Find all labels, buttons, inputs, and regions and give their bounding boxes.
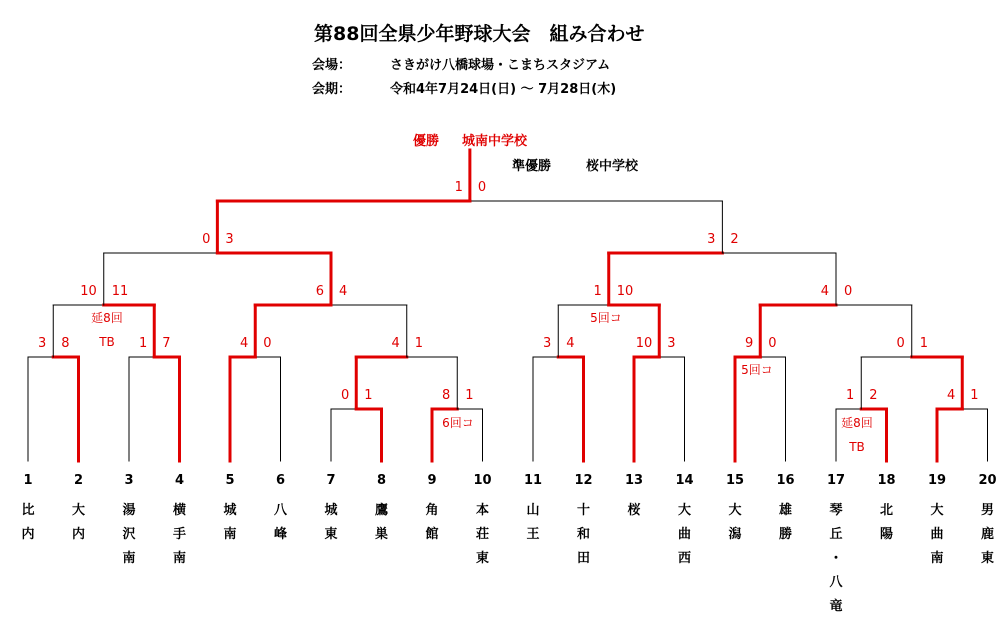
team-name-19-2: 南	[930, 551, 944, 566]
score-m11-12-b: 4	[566, 336, 575, 351]
team-name-19-1: 曲	[930, 527, 944, 542]
team-name-2-1: 内	[71, 527, 86, 542]
score-m3-4-b: 7	[162, 336, 171, 351]
score-mE-17-20-a: 0	[896, 336, 905, 351]
score-mQ2-b: 4	[339, 284, 348, 299]
score-m11-12-a: 3	[542, 336, 552, 351]
team-name-19-0: 大	[930, 503, 944, 518]
team-name-3-0: 湯	[122, 503, 136, 518]
score-mB-9-10-b: 1	[414, 336, 424, 351]
score-mQ1-a: 10	[80, 284, 97, 299]
score-mQ4-b: 0	[844, 284, 853, 299]
team-name-12-1: 和	[576, 527, 591, 542]
team-name-13-0: 桜	[627, 503, 641, 518]
note-m15-16-0: 5回コ	[741, 363, 773, 377]
team-name-14-0: 大	[677, 503, 692, 518]
score-m13-14-b: 3	[667, 336, 676, 351]
team-name-10-0: 本	[475, 503, 490, 518]
score-mQ3-a: 1	[593, 284, 602, 299]
score-m7-8-b: 1	[364, 388, 373, 403]
period-value: 令和4年7月24日(日) ～ 7月28日(木)	[390, 82, 617, 97]
page-title: 第88回全県少年野球大会 組み合わせ	[314, 23, 645, 45]
team-name-4-0: 横	[172, 503, 187, 518]
score-m19-20-b: 1	[970, 388, 979, 403]
score-m17-18-b: 2	[869, 388, 878, 403]
score-mF-b: 0	[477, 180, 487, 195]
score-m13-14-a: 10	[635, 336, 653, 351]
score-mQ3-b: 10	[616, 284, 634, 299]
team-name-17-4: 竜	[829, 599, 843, 614]
team-number-3: 3	[124, 473, 134, 488]
runner-up-label: 準優勝	[512, 159, 552, 174]
team-name-17-3: 八	[829, 575, 843, 590]
team-name-14-2: 西	[677, 551, 692, 566]
team-number-6: 6	[275, 473, 286, 488]
team-number-17: 17	[826, 473, 846, 488]
team-number-9: 9	[427, 473, 437, 488]
score-m9-10-b: 1	[465, 388, 474, 403]
team-name-17-2: ・	[829, 551, 843, 566]
team-number-2: 2	[73, 473, 84, 488]
team-name-8-0: 鷹	[374, 503, 389, 518]
score-mB-9-10-a: 4	[391, 336, 400, 351]
team-number-19: 19	[927, 473, 947, 488]
team-number-15: 15	[725, 473, 745, 488]
note-mQ3-0: 5回コ	[590, 311, 622, 325]
team-name-16-0: 雄	[778, 503, 793, 518]
team-name-11-0: 山	[526, 503, 540, 518]
team-name-4-2: 南	[172, 551, 187, 566]
team-name-10-2: 東	[475, 551, 490, 566]
note-m17-18-0: 延8回	[841, 416, 873, 430]
team-name-3-2: 南	[122, 551, 136, 566]
team-name-2-0: 大	[71, 503, 86, 518]
team-number-20: 20	[978, 473, 997, 488]
team-name-20-1: 鹿	[980, 527, 995, 542]
team-name-9-1: 館	[425, 527, 439, 542]
team-name-7-1: 東	[324, 527, 338, 542]
score-m9-10-a: 8	[441, 388, 451, 403]
team-name-3-1: 沢	[122, 527, 136, 542]
score-m3-4-a: 1	[138, 336, 148, 351]
team-name-7-0: 城	[324, 503, 338, 518]
team-name-5-1: 南	[223, 527, 237, 542]
score-mS1-a: 0	[202, 232, 211, 247]
team-name-14-1: 曲	[677, 527, 692, 542]
team-name-20-2: 東	[980, 551, 995, 566]
team-name-16-1: 勝	[778, 527, 793, 542]
team-name-12-2: 田	[576, 551, 591, 566]
team-name-6-1: 峰	[273, 527, 288, 542]
team-name-6-0: 八	[273, 503, 288, 518]
score-m5-6-a: 4	[239, 336, 249, 351]
team-number-7: 7	[326, 473, 336, 488]
score-mF-a: 1	[454, 180, 463, 195]
score-m5-6-b: 0	[263, 336, 272, 351]
score-m15-16-b: 0	[768, 336, 777, 351]
team-name-4-1: 手	[172, 527, 187, 542]
note-mQ1-0: 延8回	[91, 311, 123, 325]
champion-name: 城南中学校	[462, 134, 528, 149]
team-name-11-1: 王	[526, 527, 540, 542]
team-number-5: 5	[225, 473, 235, 488]
team-number-8: 8	[376, 473, 387, 488]
team-number-13: 13	[624, 473, 644, 488]
champion-label: 優勝	[413, 134, 440, 149]
team-name-10-1: 荘	[475, 527, 490, 542]
score-mS2-b: 2	[730, 232, 739, 247]
score-m17-18-a: 1	[845, 388, 855, 403]
team-number-18: 18	[877, 473, 896, 488]
note-m17-18-1: TB	[849, 440, 865, 454]
note-mQ1-1: TB	[99, 335, 115, 349]
score-m1-2-b: 8	[61, 336, 70, 351]
team-name-12-0: 十	[576, 503, 591, 518]
team-name-8-1: 巣	[374, 527, 389, 542]
team-number-12: 12	[574, 473, 593, 488]
score-mQ2-a: 6	[315, 284, 324, 299]
score-m1-2-a: 3	[37, 336, 47, 351]
team-name-15-1: 潟	[728, 527, 742, 542]
score-mQ4-a: 4	[820, 284, 829, 299]
team-name-17-0: 琴	[829, 503, 843, 518]
team-name-18-1: 陽	[879, 527, 894, 542]
team-name-17-1: 丘	[829, 527, 843, 542]
team-name-9-0: 角	[425, 503, 439, 518]
score-mQ1-b: 11	[111, 284, 129, 299]
team-name-1-1: 内	[21, 527, 35, 542]
team-number-16: 16	[776, 473, 795, 488]
runner-up-name: 桜中学校	[586, 159, 639, 174]
note-m9-10-0: 6回コ	[442, 416, 474, 430]
score-mE-17-20-b: 1	[919, 336, 929, 351]
period-label: 会期：	[312, 82, 352, 97]
team-number-14: 14	[675, 473, 694, 488]
team-name-20-0: 男	[980, 503, 995, 518]
venue-value: さきがけ八橋球場・こまちスタジアム	[390, 58, 611, 73]
score-mS2-a: 3	[707, 232, 716, 247]
score-mS1-b: 3	[225, 232, 234, 247]
score-m7-8-a: 0	[340, 388, 350, 403]
venue-label: 会場：	[312, 58, 352, 73]
team-number-4: 4	[174, 473, 185, 488]
team-name-5-0: 城	[223, 503, 237, 518]
team-name-18-0: 北	[879, 503, 894, 518]
team-number-1: 1	[23, 473, 33, 488]
score-m15-16-a: 9	[744, 336, 754, 351]
team-name-1-0: 比	[21, 503, 35, 518]
team-number-10: 10	[473, 473, 492, 488]
score-m19-20-a: 4	[946, 388, 956, 403]
team-number-11: 11	[523, 473, 543, 488]
team-name-15-0: 大	[728, 503, 742, 518]
